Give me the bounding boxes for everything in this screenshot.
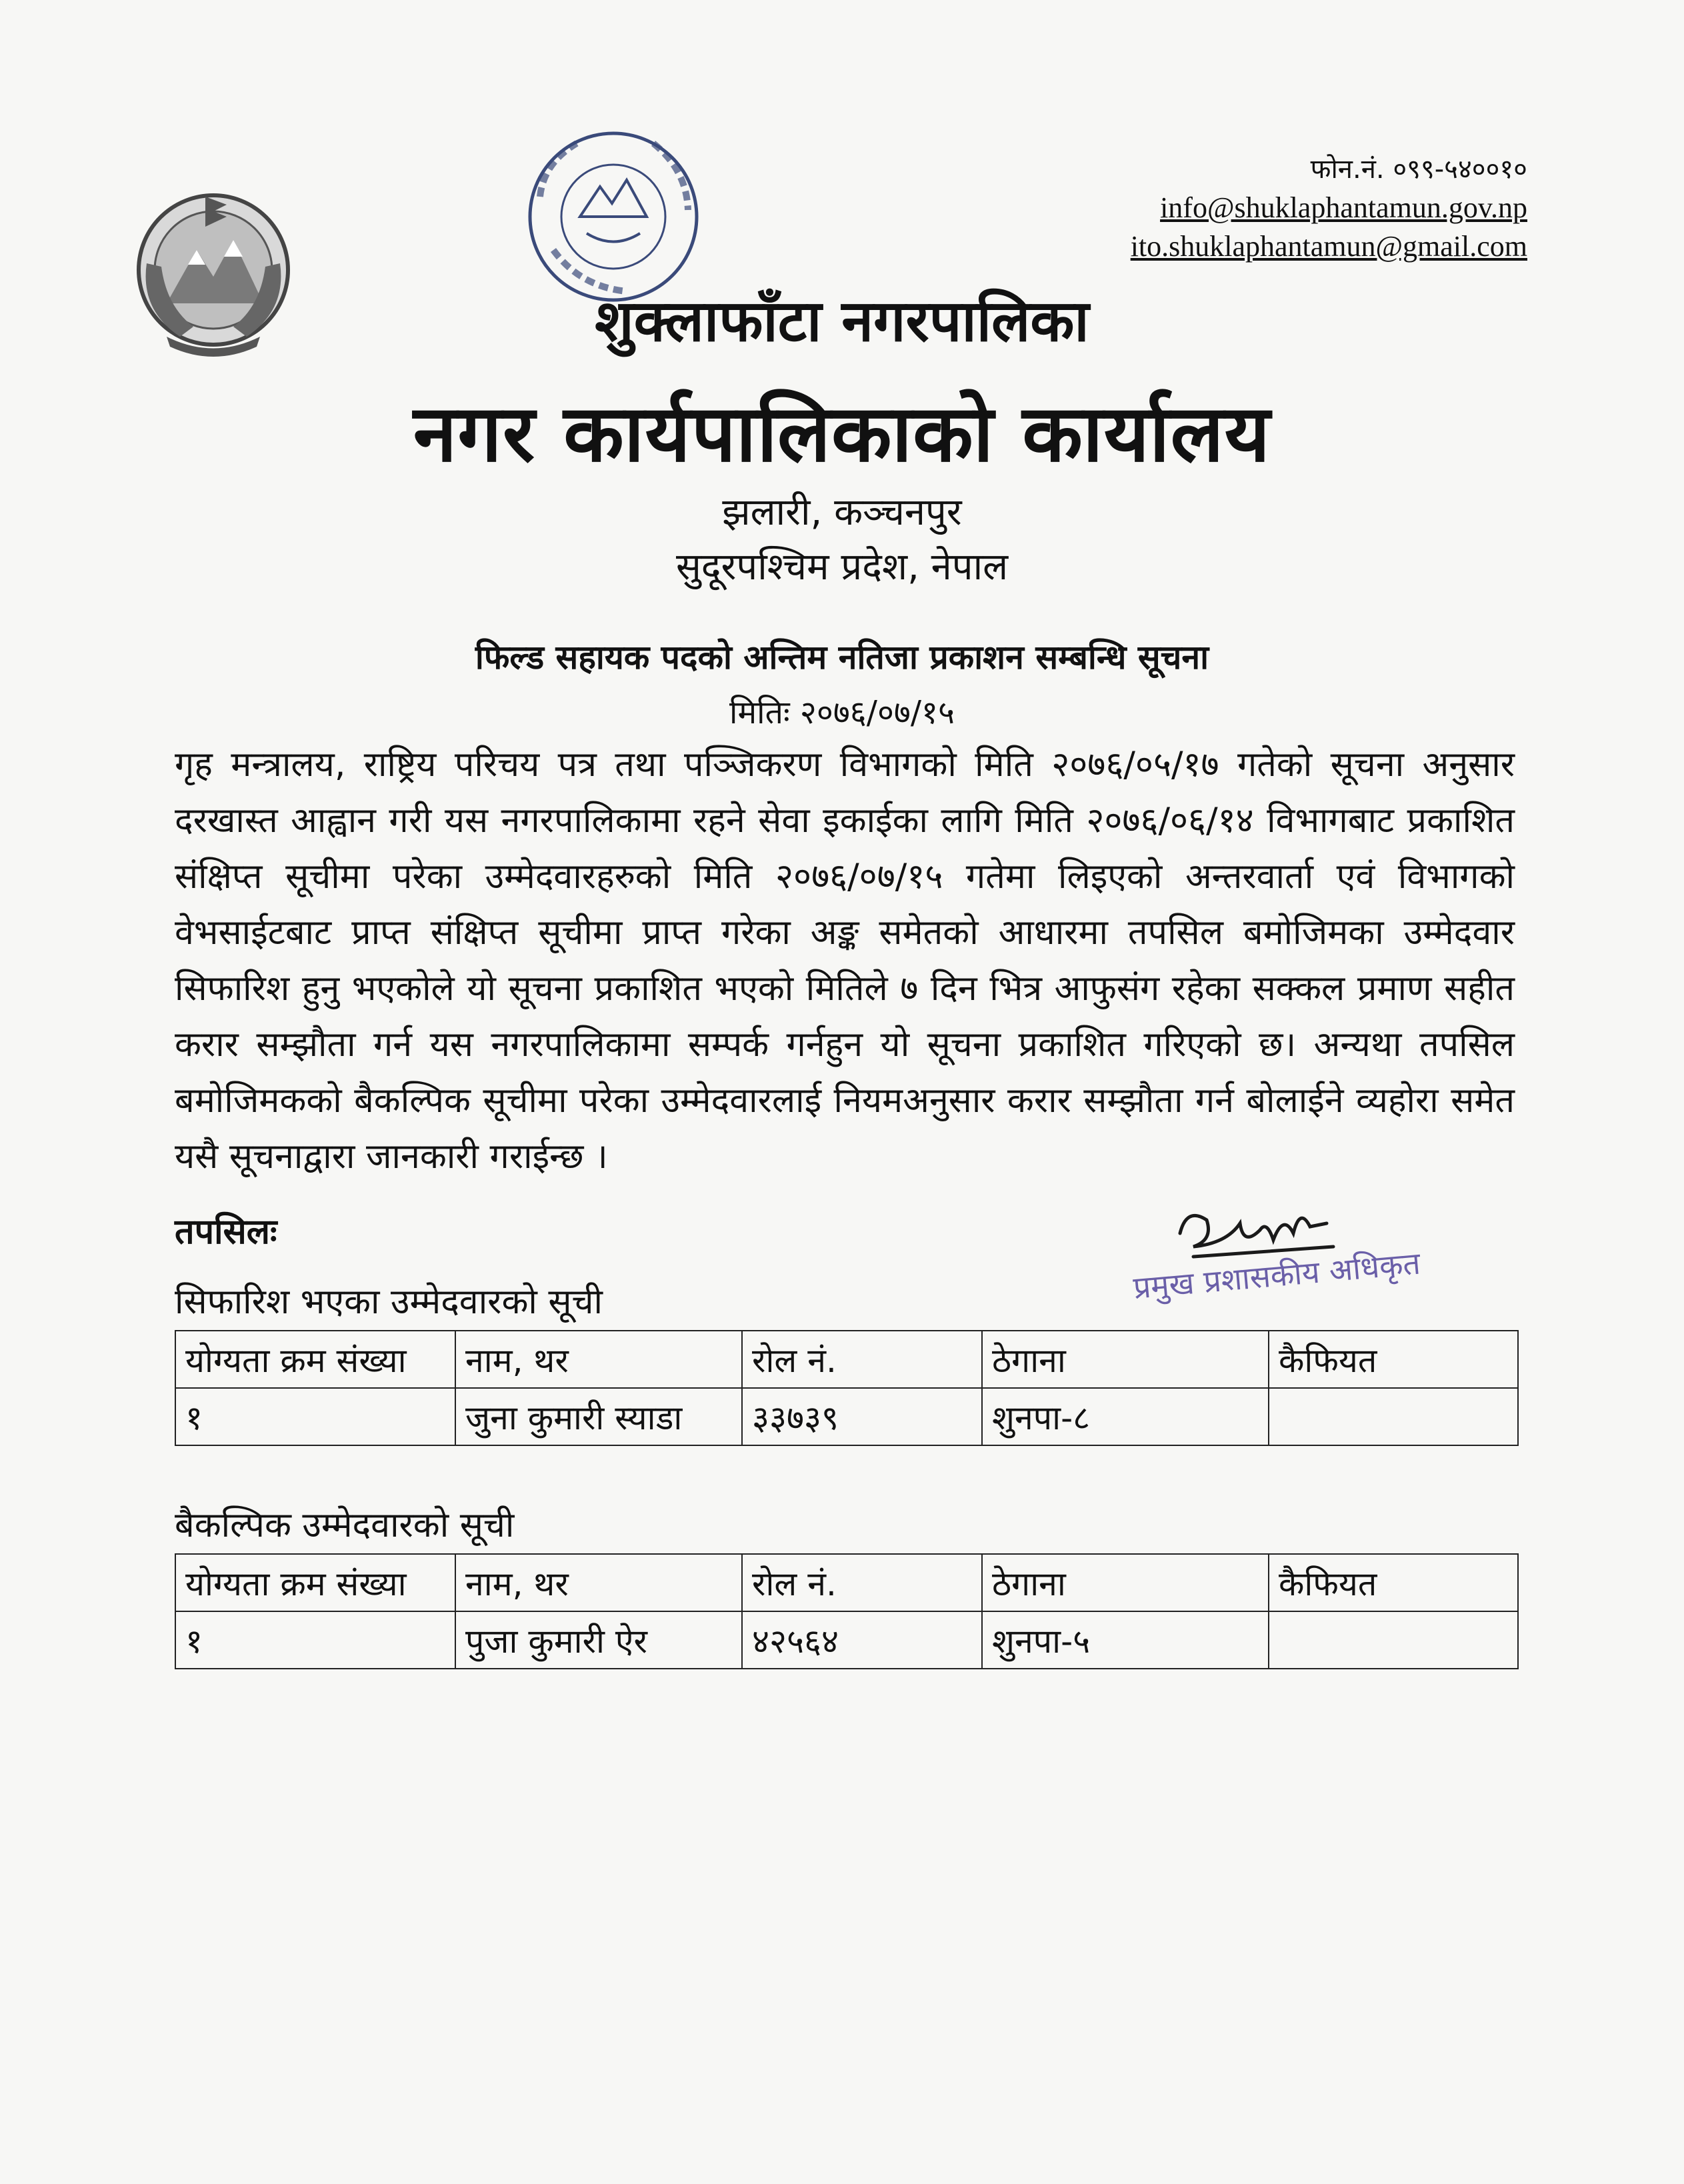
municipality-name: शुक्लाफाँटा नगरपालिका [595,288,1089,355]
table-row [175,1388,1518,1445]
table-row [175,1611,1518,1669]
table-cell: शुनपा-५ [982,1611,1269,1669]
header-cell: कैफियत [1269,1554,1518,1611]
table-cell: १ [175,1611,455,1669]
header-cell: योग्यता क्रम संख्या [175,1331,455,1388]
officer-title-stamp: प्रमुख प्रशासकीय अधिकृत [1131,1245,1422,1306]
table-cell: ३३७३९ [742,1388,982,1445]
recommended-list-label: सिफारिश भएका उम्मेदवारको सूची [175,1282,603,1322]
recommended-candidates-table [175,1330,1519,1446]
header-cell: ठेगाना [982,1554,1269,1611]
alternate-candidates-table [175,1553,1519,1669]
details-label: तपसिलः [175,1212,277,1252]
header-cell: रोल नं. [742,1331,982,1388]
table-cell: पुजा कुमारी ऐर [455,1611,742,1669]
header-cell: रोल नं. [742,1554,982,1611]
table-cell: १ [175,1388,455,1445]
phone-number: फोन.नं. ०९९-५४००१० [1310,154,1527,185]
table-cell: जुना कुमारी स्याडा [455,1388,742,1445]
table-cell [1269,1611,1518,1669]
email-link-primary[interactable]: info@shuklaphantamun.gov.np [1160,191,1527,224]
address-line-2: सुदूरपश्चिम प्रदेश, नेपाल [675,545,1009,589]
alternate-list-label: बैकल्पिक उम्मेदवारको सूची [175,1505,515,1545]
header-cell: योग्यता क्रम संख्या [175,1554,455,1611]
table-cell [1269,1388,1518,1445]
table-header-row [175,1331,1518,1388]
office-name: नगर कार्यपालिकाको कार्यालय [413,387,1271,479]
header-cell: नाम, थर [455,1554,742,1611]
notice-title: फिल्ड सहायक पदको अन्तिम नतिजा प्रकाशन सम्बन्धि सूचना [475,638,1209,677]
header-cell: कैफियत [1269,1331,1518,1388]
table-cell: शुनपा-८ [982,1388,1269,1445]
table-cell: ४२५६४ [742,1611,982,1669]
header-cell: ठेगाना [982,1331,1269,1388]
email-link-secondary[interactable]: ito.shuklaphantamun@gmail.com [1130,230,1527,263]
notice-body: गृह मन्त्रालय, राष्ट्रिय परिचय पत्र तथा पञ्जिकरण विभागको मिति २०७६/०५/१७ गतेको सूचना अनुसार दरखास्त आह्वान गरी यस नगरपालिकामा रहने सेवा इकाईका लागि मिति २०७६/०६/१४ विभागबाट प्रकाशित संक्षिप्त सूचीमा परेका उम्मेदवारहरुको मिति २०७६/०७/१५ गतेमा लिइएको अन्तरवार्ता एवं विभागको वेभसाईटबाट प्राप्त संक्षिप्त सूचीमा प्राप्त गरेका अङ्क समेतको आधारमा तपसिल बमोजिमका उम्मेदवार सिफारिश हुनु भएकोले यो सूचना प्रकाशित भएको मितिले ७ दिन भित्र आफुसंग रहेका सक्कल प्रमाण सहीत करार सम्झौता गर्न यस नगरपालिकामा सम्पर्क गर्नहुन यो सूचना प्रकाशित गरिएको छ। अन्यथा तपसिल बमोजिमकको बैकल्पिक सूचीमा परेका उम्मेदवारलाई नियमअनुसार करार सम्झौता गर्न बोलाईने व्यहोरा समेत यसै सूचनाद्वारा जानकारी गराईन्छ । [175,745,1515,1177]
address-line-1: झलारी, कञ्चनपुर [722,491,962,534]
contact-block [1131,150,1527,266]
header-cell: नाम, थर [455,1331,742,1388]
notice-date: मितिः २०७६/०७/१५ [729,694,955,731]
table-header-row [175,1554,1518,1611]
